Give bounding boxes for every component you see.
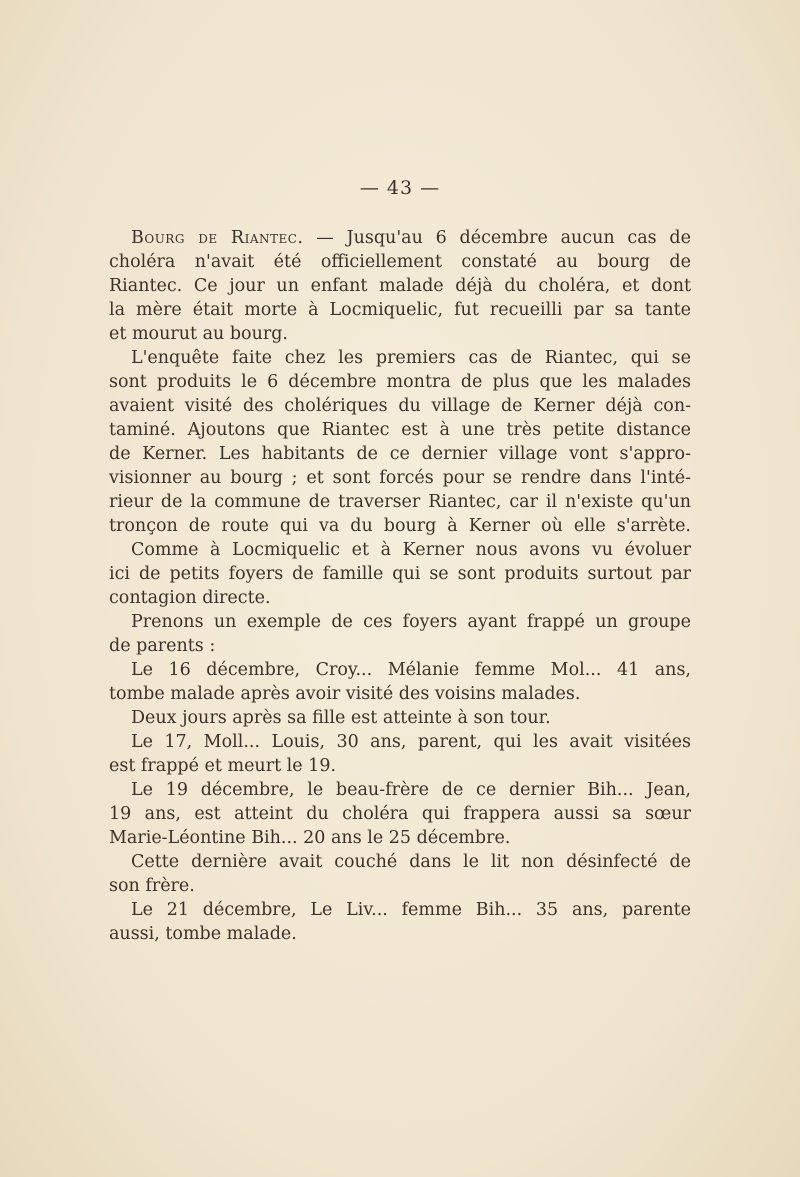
text-line: tombe malade après avoir visité des voisins malades. — [109, 684, 581, 704]
text-line: tronçon de route qui va du bourg à Kerner où elle s'arrète. — [109, 516, 691, 536]
text-line: L'enquête faite chez les premiers cas de Riantec, qui se — [131, 348, 691, 368]
text-line: Bourg de Riantec. — Jusqu'au 6 décembre aucun cas de — [131, 228, 691, 248]
text-line: de parents : — [109, 636, 216, 656]
text-line: contagion directe. — [109, 588, 271, 608]
text-line: Cette dernière avait couché dans le lit non désinfecté de — [131, 852, 691, 872]
text-line: Le 16 décembre, Croy... Mélanie femme Mol... 41 ans, — [131, 660, 691, 680]
text-line: Le 21 décembre, Le Liv... femme Bih... 35 ans, parente — [131, 900, 691, 920]
text-line: aussi, tombe malade. — [109, 924, 297, 944]
text-line: Comme à Locmiquelic et à Kerner nous avons vu évoluer — [131, 540, 691, 560]
text-line: de Kerner. Les habitants de ce dernier village vont s'appro- — [109, 444, 691, 464]
body-text — [109, 226, 691, 946]
text-line: ici de petits foyers de famille qui se sont produits surtout par — [109, 564, 691, 584]
text-line: Marie-Léontine Bih... 20 ans le 25 décembre. — [109, 828, 511, 848]
section-heading: Bourg de Riantec. — [131, 228, 304, 248]
text-line: est frappé et meurt le 19. — [109, 756, 337, 776]
text-line: et mourut au bourg. — [109, 324, 288, 344]
text-line: la mère était morte à Locmiquelic, fut recueilli par sa tante — [109, 300, 691, 320]
text-line: choléra n'avait été officiellement constaté au bourg de — [109, 252, 691, 272]
text-line: taminé. Ajoutons que Riantec est à une très petite distance — [109, 420, 691, 440]
text-line: sont produits le 6 décembre montra de plus que les malades — [109, 372, 691, 392]
text-line: rieur de la commune de traverser Riantec, car il n'existe qu'un — [109, 492, 691, 512]
text-line: Deux jours après sa fille est atteinte à son tour. — [131, 708, 551, 728]
text-line: Prenons un exemple de ces foyers ayant frappé un groupe — [131, 612, 691, 632]
text-line: visionner au bourg ; et sont forcés pour se rendre dans l'inté- — [109, 468, 691, 488]
text-line: son frère. — [109, 876, 195, 896]
text-line: avaient visité des cholériques du village de Kerner déjà con- — [109, 396, 691, 416]
text-line: 19 ans, est atteint du choléra qui frappera aussi sa sœur — [109, 804, 691, 824]
text-line: Le 19 décembre, le beau-frère de ce dernier Bih... Jean, — [131, 780, 691, 800]
text-line: Le 17, Moll... Louis, 30 ans, parent, qui les avait visitées — [131, 732, 691, 752]
text-line: Riantec. Ce jour un enfant malade déjà du choléra, et dont — [109, 276, 691, 296]
page-number: — 43 — — [359, 177, 441, 199]
